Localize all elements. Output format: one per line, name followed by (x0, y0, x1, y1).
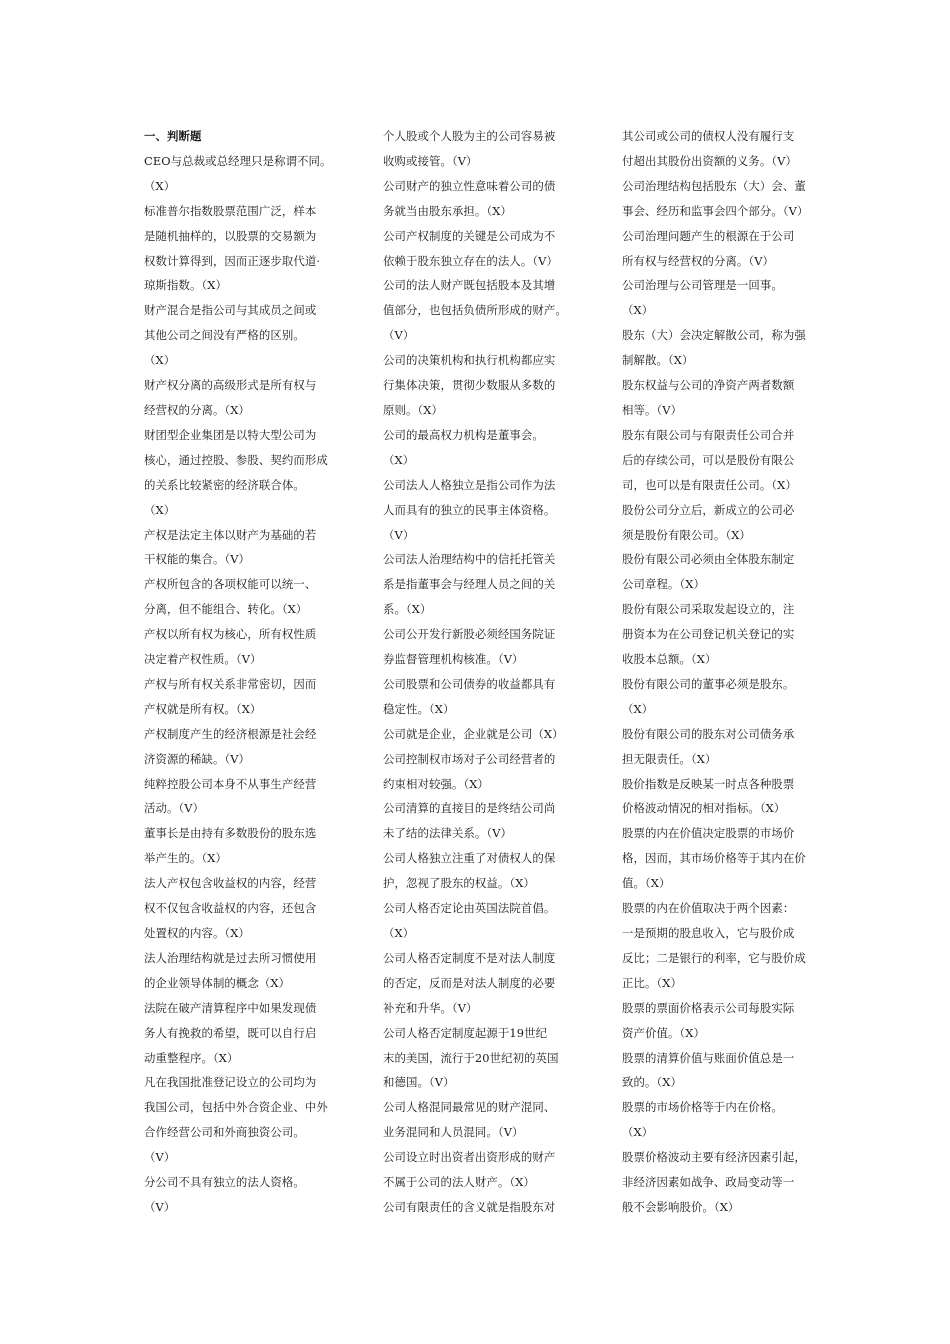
text-line: 标准普尔指数股票范围广泛，样本 (144, 203, 317, 218)
text-line: 的关系比较紧密的经济联合体。 (144, 477, 305, 492)
text-line: （X） (144, 502, 176, 517)
text-line: （V） (383, 328, 415, 343)
text-line: 公司设立时出资者出资形成的财产 (383, 1150, 556, 1165)
text-line: 分公司不具有独立的法人资格。 (144, 1175, 305, 1190)
text-line: 事会、经历和监事会四个部分。（V） (622, 203, 809, 218)
text-line: 股票价格波动主要有经济因素引起， (622, 1150, 806, 1165)
text-line: 法人治理结构就是过去所习惯使用 (144, 950, 317, 965)
text-line: 产权就是所有权。（X） (144, 701, 262, 716)
text-line: 值部分，也包括负债所形成的财产。 (383, 303, 567, 318)
text-line: 公司人格否定制度起源于19世纪 (383, 1025, 548, 1040)
text-line: 稳定性。（X） (383, 701, 455, 716)
text-line: 公司控制权市场对子公司经营者的 (383, 751, 556, 766)
text-line: 法人产权包含收益权的内容，经营 (144, 876, 317, 891)
text-line: 股价指数是反映某一时点各种股票 (622, 776, 795, 791)
text-line: 财产混合是指公司与其成员之间或 (144, 303, 317, 318)
text-line: 公司治理与公司管理是一回事。 (622, 278, 783, 293)
text-line: 司，也可以是有限责任公司。（X） (622, 477, 797, 492)
text-line: 人而具有的独立的民事主体资格。 (383, 502, 556, 517)
text-line: 原则。（X） (383, 402, 443, 417)
text-line: 非经济因素如战争、政局变动等一 (622, 1175, 795, 1190)
text-line: 股份有限公司采取发起设立的，注 (622, 602, 795, 617)
text-line: 的否定，反而是对法人制度的必要 (383, 975, 556, 990)
text-line: 收股本总额。（X） (622, 652, 717, 667)
text-line: 权不仅包含收益权的内容，还包含 (144, 901, 317, 916)
text-line: 财产权分离的高级形式是所有权与 (144, 378, 317, 393)
text-line: 经营权的分离。（X） (144, 402, 250, 417)
text-line: 公司的法人财产既包括股本及其增 (383, 278, 556, 293)
text-line: 业务混同和人员混同。（V） (383, 1125, 524, 1140)
text-line: 产权与所有权关系非常密切，因而 (144, 676, 317, 691)
text-line: 股票的清算价值与账面价值总是一 (622, 1050, 795, 1065)
text-line: 系是指董事会与经理人员之间的关 (383, 577, 556, 592)
text-line: 公司章程。（X） (622, 577, 705, 592)
text-line: 法院在破产清算程序中如果发现债 (144, 1000, 317, 1015)
text-line: 公司治理结构包括股东（大）会、董 (622, 178, 806, 193)
text-line: 产权以所有权为核心，所有权性质 (144, 627, 317, 642)
text-line: 分离，但不能组合、转化。（X） (144, 602, 308, 617)
text-line: 股票的市场价格等于内在价格。 (622, 1100, 783, 1115)
text-line: 股份有限公司的股东对公司债务承 (622, 726, 795, 741)
text-line: 股份有限公司的董事必须是股东。 (622, 676, 795, 691)
text-line: 公司产权制度的关键是公司成为不 (383, 228, 556, 243)
text-line: 资产价值。（X） (622, 1025, 705, 1040)
text-line: 股票的内在价值决定股票的市场价 (622, 826, 795, 841)
text-line: 公司有限责任的含义就是指股东对 (383, 1199, 556, 1214)
text-line: 反比；二是银行的利率，它与股价成 (622, 950, 806, 965)
text-line: 券监督管理机构核准。（V） (383, 652, 524, 667)
text-line: 股东权益与公司的净资产两者数额 (622, 378, 795, 393)
text-line: （X） (622, 1125, 654, 1140)
text-line: 活动。（V） (144, 801, 205, 816)
text-line: 公司法人人格独立是指公司作为法 (383, 477, 556, 492)
text-line: （X） (144, 353, 176, 368)
text-line: 补充和升华。（V） (383, 1000, 478, 1015)
text-line: 正比。（X） (622, 975, 682, 990)
text-line: （V） (144, 1199, 176, 1214)
text-line: 付超出其股份出资额的义务。（V） (622, 153, 797, 168)
text-line: 的企业领导体制的概念（X） (144, 975, 291, 990)
text-line: 凡在我国批准登记设立的公司均为 (144, 1075, 317, 1090)
text-line: 股票的内在价值取决于两个因素： (622, 901, 795, 916)
text-line: 公司人格否定论由英国法院首倡。 (383, 901, 556, 916)
text-line: 处置权的内容。（X） (144, 926, 250, 940)
text-line: 格，因而，其市场价格等于其内在价 (622, 851, 806, 866)
text-line: 行集体决策，贯彻少数服从多数的 (383, 378, 556, 393)
text-line: 是随机抽样的，以股票的交易额为 (144, 228, 317, 243)
text-line: 须是股份有限公司。（X） (622, 527, 751, 542)
text-line: 其他公司之间没有严格的区别。 (144, 328, 305, 343)
text-line: 公司清算的直接目的是终结公司尚 (383, 801, 556, 816)
text-line: 股东（大）会决定解散公司，称为强 (622, 328, 806, 343)
text-line: 公司公开发行新股必须经国务院证 (383, 627, 556, 642)
text-line: 权数计算得到，因而正逐步取代道· (144, 253, 321, 268)
text-line: 制解散。（X） (622, 353, 694, 368)
text-line: 公司人格否定制度不是对法人制度 (383, 950, 556, 965)
text-line: 财团型企业集团是以特大型公司为 (144, 427, 317, 442)
text-line: 公司的决策机构和执行机构都应实 (383, 353, 556, 368)
text-line: 公司法人治理结构中的信托托管关 (383, 552, 556, 567)
column-1 (144, 124, 341, 1220)
text-line: 价格波动情况的相对指标。（X） (622, 801, 786, 816)
text-line: 决定着产权性质。（V） (144, 652, 262, 667)
text-line: 公司的最高权力机构是董事会。 (383, 427, 544, 442)
text-line: 和德国。（V） (383, 1075, 455, 1090)
text-line: 未了结的法律关系。（V） (383, 826, 513, 841)
text-line: 务就当由股东承担。（X） (383, 203, 512, 218)
text-line: （X） (383, 926, 415, 940)
text-line: 股份有限公司必须由全体股东制定 (622, 552, 795, 567)
column-2 (383, 124, 580, 1220)
column-3 (622, 124, 819, 1220)
text-line: 所有权与经营权的分离。（V） (622, 253, 775, 268)
text-line: （X） (383, 452, 415, 467)
text-line: 公司股票和公司债券的收益都具有 (383, 676, 556, 691)
text-line: 护，忽视了股东的权益。（X） (383, 876, 535, 891)
text-line: 合作经营公司和外商独资公司。 (144, 1125, 305, 1140)
text-line: 末的美国，流行于20世纪初的英国 (383, 1050, 559, 1065)
text-line: 公司人格混同最常见的财产混同、 (383, 1100, 556, 1115)
text-line: 册资本为在公司登记机关登记的实 (622, 627, 795, 642)
text-line: 收购或接管。（V） (383, 153, 478, 168)
text-line: 公司财产的独立性意味着公司的债 (383, 178, 556, 193)
text-line: 务人有挽救的希望，既可以自行启 (144, 1025, 317, 1040)
text-line: （V） (383, 527, 415, 542)
text-line: 公司人格独立注重了对债权人的保 (383, 851, 556, 866)
text-line: 致的。（X） (622, 1075, 682, 1090)
text-line: 个人股或个人股为主的公司容易被 (383, 129, 556, 143)
text-line: 其公司或公司的债权人没有履行支 (622, 129, 795, 143)
text-line: 干权能的集合。（V） (144, 552, 251, 567)
text-line: （X） (622, 701, 654, 716)
text-line: 后的存续公司，可以是股份有限公 (622, 452, 795, 467)
text-line: 济资源的稀缺。（V） (144, 751, 251, 766)
text-line: 产权制度产生的经济根源是社会经 (144, 726, 317, 741)
text-line: 约束相对较强。（X） (383, 776, 489, 791)
text-line: 依赖于股东独立存在的法人。（V） (383, 253, 558, 268)
text-line: 般不会影响股价。（X） (622, 1199, 740, 1214)
text-line: 股份公司分立后，新成立的公司必 (622, 502, 795, 517)
text-line: 公司就是企业，企业就是公司（X） (383, 726, 564, 741)
text-line: （V） (144, 1150, 176, 1165)
text-line: 值。（X） (622, 876, 671, 891)
text-line: 一是预期的股息收入，它与股价成 (622, 926, 795, 940)
text-line: 不属于公司的法人财产。（X） (383, 1175, 535, 1190)
text-line: 我国公司，包括中外合资企业、中外 (144, 1100, 328, 1115)
section-title: 一、判断题 (144, 129, 202, 143)
text-line: 举产生的。（X） (144, 851, 227, 866)
text-line: 琼斯指数。（X） (144, 278, 227, 293)
text-line: 担无限责任。（X） (622, 751, 717, 766)
text-line: 公司治理问题产生的根源在于公司 (622, 228, 795, 243)
text-line: 产权是法定主体以财产为基础的若 (144, 527, 317, 542)
text-line: 股票的票面价格表示公司每股实际 (622, 1000, 795, 1015)
text-line: CEO与总裁或总经理只是称谓不同。 (144, 153, 332, 168)
text-line: 动重整程序。（X） (144, 1050, 239, 1065)
text-line: 系。（X） (383, 602, 432, 617)
text-line: 董事长是由持有多数股份的股东选 (144, 826, 317, 841)
text-line: （X） (144, 178, 176, 193)
text-line: 纯粹控股公司本身不从事生产经营 (144, 776, 317, 791)
text-line: 核心，通过控股、参股、契约而形成 (144, 452, 328, 467)
text-line: 股东有限公司与有限责任公司合并 (622, 427, 795, 442)
text-line: （X） (622, 303, 654, 318)
text-line: 相等。（V） (622, 402, 683, 417)
text-line: 产权所包含的各项权能可以统一、 (144, 577, 317, 592)
